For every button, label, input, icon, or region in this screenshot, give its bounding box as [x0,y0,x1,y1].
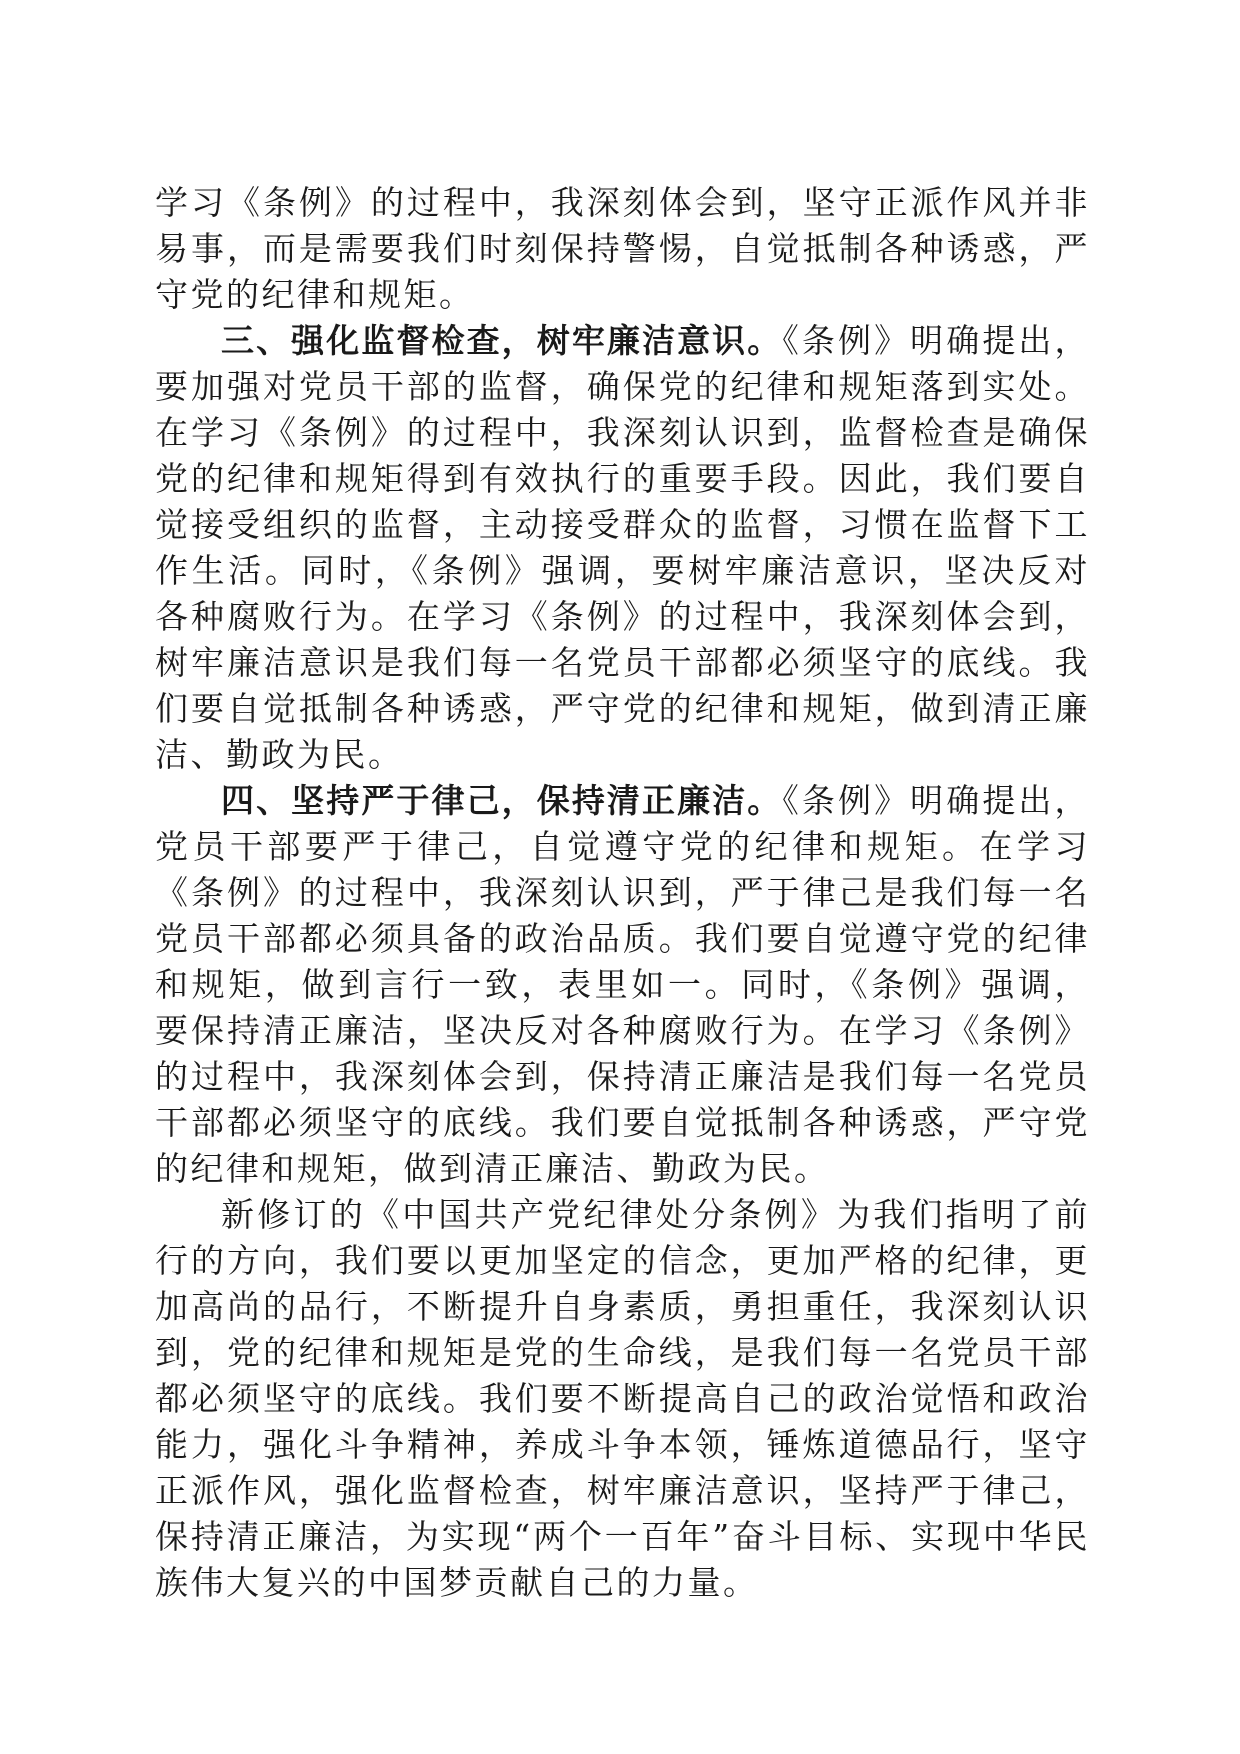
paragraph-section-three [155,318,1090,778]
paragraph-text: 《条例》明确提出，党员干部要严于律己，自觉遵守党的纪律和规矩。在学习《条例》的过程中，我深刻认识到，严于律己是我们每一名党员干部都必须具备的政治品质。我们要自觉遵守党的纪律和规矩，做到言行一致，表里如一。同时，《条例》强调，要保持清正廉洁，坚决反对各种腐败行为。在学习《条例》的过程中，我深刻体会到，保持清正廉洁是我们每一名党员干部都必须坚守的底线。我们要自觉抵制各种诱惑，严守党的纪律和规矩，做到清正廉洁、勤政为民。 [155,781,1091,1188]
document-body [155,180,1090,1606]
paragraph-text: 学习《条例》的过程中，我深刻体会到，坚守正派作风并非易事，而是需要我们时刻保持警惕，自觉抵制各种诱惑，严守党的纪律和规矩。 [155,183,1090,314]
paragraph-continuation [155,180,1090,318]
paragraph-section-four [155,778,1090,1192]
section-heading: 三、强化监督检查，树牢廉洁意识。 [221,321,783,360]
section-heading: 四、坚持严于律己，保持清正廉洁。 [221,781,783,820]
paragraph-text: 新修订的《中国共产党纪律处分条例》为我们指明了前行的方向，我们要以更加坚定的信念，更加严格的纪律，更加高尚的品行，不断提升自身素质，勇担重任，我深刻认识到，党的纪律和规矩是党的生命线，是我们每一名党员干部都必须坚守的底线。我们要不断提高自己的政治觉悟和政治能力，强化斗争精神，养成斗争本领，锤炼道德品行，坚守正派作风，强化监督检查，树牢廉洁意识，坚持严于律己，保持清正廉洁，为实现“两个一百年”奋斗目标、实现中华民族伟大复兴的中国梦贡献自己的力量。 [155,1195,1090,1602]
paragraph-text: 《条例》明确提出，要加强对党员干部的监督，确保党的纪律和规矩落到实处。在学习《条例》的过程中，我深刻认识到，监督检查是确保党的纪律和规矩得到有效执行的重要手段。因此，我们要自觉接受组织的监督，主动接受群众的监督，习惯在监督下工作生活。同时，《条例》强调，要树牢廉洁意识，坚决反对各种腐败行为。在学习《条例》的过程中，我深刻体会到，树牢廉洁意识是我们每一名党员干部都必须坚守的底线。我们要自觉抵制各种诱惑，严守党的纪律和规矩，做到清正廉洁、勤政为民。 [155,321,1091,774]
paragraph-conclusion [155,1192,1090,1606]
